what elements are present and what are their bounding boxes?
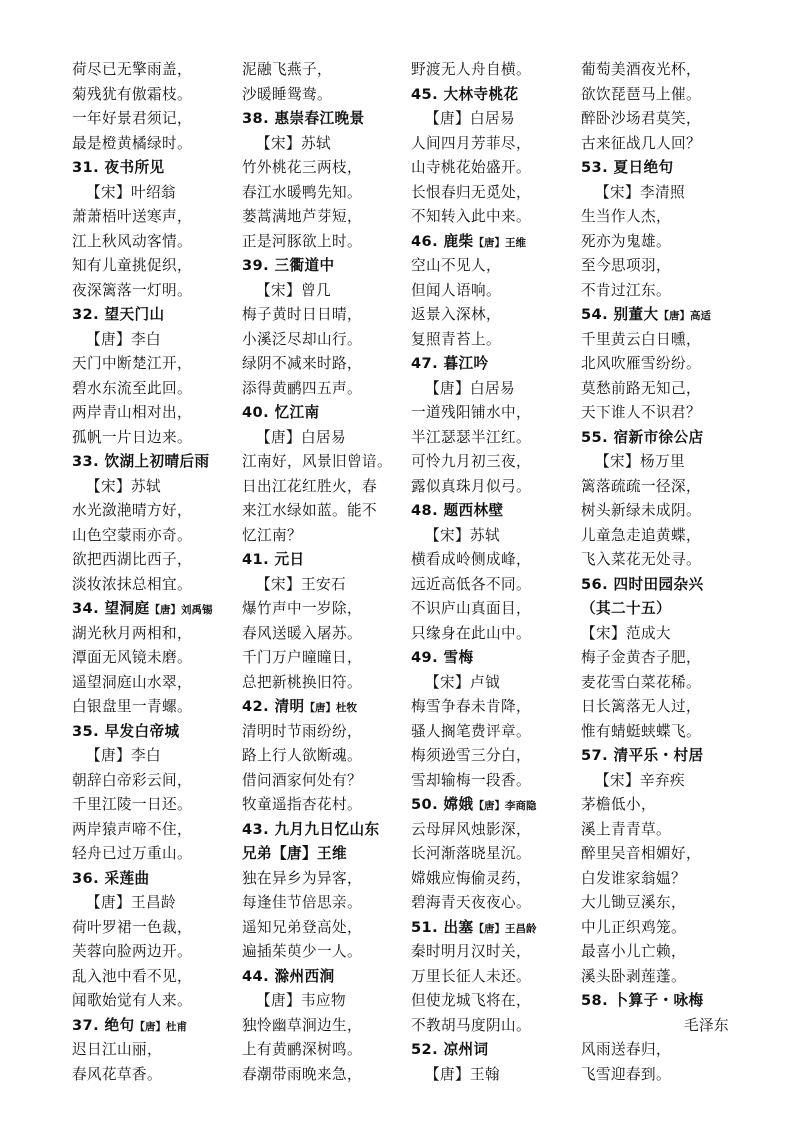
poem-title bbox=[581, 597, 731, 622]
poem-line: 爆竹声中一岁除， bbox=[242, 600, 362, 617]
poem-line: 醉卧沙场君莫笑， bbox=[581, 110, 701, 127]
poem-line: 葡萄美酒夜光杯， bbox=[581, 61, 701, 78]
poem-line: 欲把西湖比西子， bbox=[72, 551, 192, 568]
poem-author-inline: 【唐】杜牧 bbox=[304, 702, 358, 714]
poem-line: 只缘身在此山中。 bbox=[411, 624, 531, 642]
poem-line: 每逢佳节倍思亲。 bbox=[242, 894, 362, 911]
poem-line: 人间四月芳菲尽， bbox=[411, 134, 531, 152]
poem-author: 【唐】白居易 bbox=[425, 110, 515, 127]
poem-line: 淡妆浓抹总相宜。 bbox=[72, 575, 192, 593]
poem-title bbox=[411, 230, 569, 255]
poem-title bbox=[411, 1038, 569, 1063]
poem-title-text: 31. 夜书所见 bbox=[72, 159, 165, 176]
poem-line: 独在异乡为异客， bbox=[242, 869, 362, 887]
poem-title-text: 35. 早发白帝城 bbox=[72, 722, 180, 740]
poem-line: 遍插茱萸少一人。 bbox=[242, 943, 362, 960]
poem-author: 【宋】苏轼 bbox=[86, 477, 161, 495]
poem-line: 儿童急走追黄蝶， bbox=[581, 526, 701, 544]
poem-line: 横看成岭侧成峰， bbox=[411, 551, 531, 568]
poem-line: 不肯过江东。 bbox=[581, 281, 671, 299]
poem-title bbox=[242, 401, 398, 426]
poem-title-text: 48. 题西林壁 bbox=[411, 502, 504, 519]
poem-title bbox=[581, 426, 731, 451]
poem-line: 麦花雪白菜花稀。 bbox=[581, 673, 701, 691]
poem-title-text: 52. 凉州词 bbox=[411, 1041, 489, 1058]
poem-line: 日出江花红胜火，春 bbox=[242, 477, 377, 495]
poem-line: 湖光秋月两相和， bbox=[72, 624, 192, 642]
poem-line: 孤帆一片日边来。 bbox=[72, 428, 192, 446]
column-2 bbox=[242, 58, 398, 1087]
poem-title bbox=[72, 1014, 224, 1039]
poem-title-text: 53. 夏日绝句 bbox=[581, 159, 674, 176]
poem-line: 江上秋风动客情。 bbox=[72, 232, 192, 250]
poem-line: 一道残阳铺水中， bbox=[411, 404, 531, 421]
poem-line: 荷叶罗裙一色裁， bbox=[72, 918, 192, 936]
poem-title-text: 45. 大林寺桃花 bbox=[411, 85, 519, 103]
poem-title-text: 54. 别董大 bbox=[581, 306, 659, 323]
poem-line: 树头新绿未成阴。 bbox=[581, 502, 701, 519]
poem-title-text: 56. 四时田园杂兴 bbox=[581, 575, 704, 593]
poem-title-text: 50. 嫦娥 bbox=[411, 796, 474, 813]
poem-line: 梅须逊雪三分白， bbox=[411, 747, 531, 764]
poem-author: 【唐】李白 bbox=[86, 747, 161, 764]
poem-title bbox=[72, 867, 224, 892]
poem-line: 萧萧梧叶送寒声， bbox=[72, 208, 192, 225]
poem-line: 篱落疏疏一径深， bbox=[581, 477, 701, 495]
poem-line: 春潮带雨晚来急， bbox=[242, 1065, 362, 1083]
poem-line: 白发谁家翁媪？ bbox=[581, 869, 686, 887]
poem-line: 骚人搁笔费评章。 bbox=[411, 722, 531, 740]
poem-author: 【宋】辛弃疾 bbox=[595, 771, 685, 789]
poem-line: 两岸猿声啼不住， bbox=[72, 820, 192, 838]
poem-line: 蒌蒿满地芦芽短， bbox=[242, 208, 362, 225]
poem-title-text: 51. 出塞 bbox=[411, 918, 474, 936]
poem-title bbox=[242, 107, 398, 132]
poem-line: 不识庐山真面目， bbox=[411, 600, 531, 617]
poem-line: 两岸青山相对出， bbox=[72, 404, 192, 421]
poem-line: 惟有蜻蜓蛱蝶飞。 bbox=[581, 722, 701, 740]
poem-line: 可怜九月初三夜， bbox=[411, 453, 531, 470]
poem-author-inline: 【唐】李商隐 bbox=[473, 800, 537, 812]
poem-line: 飞入菜花无处寻。 bbox=[581, 551, 701, 568]
poem-title bbox=[242, 548, 398, 573]
poem-line: 不教胡马度阴山。 bbox=[411, 1016, 531, 1034]
poem-line: 中儿正织鸡笼。 bbox=[581, 918, 686, 936]
poem-title-text: 42. 清明 bbox=[242, 698, 305, 715]
poem-line: 云母屏风烛影深， bbox=[411, 820, 531, 838]
poem-line: 梅子黄时日日晴， bbox=[242, 306, 362, 323]
poem-title bbox=[242, 965, 398, 990]
poem-title bbox=[411, 83, 569, 108]
poem-title bbox=[242, 842, 398, 867]
poem-line: 万里长征人未还。 bbox=[411, 967, 531, 985]
poem-line: 雪却输梅一段香。 bbox=[411, 771, 531, 789]
column-1 bbox=[72, 58, 224, 1087]
poem-line: 春江水暖鸭先知。 bbox=[242, 183, 362, 201]
poem-line: 远近高低各不同。 bbox=[411, 575, 531, 593]
poem-line: 但闻人语响。 bbox=[411, 281, 501, 299]
poem-line: 嫦娥应悔偷灵药， bbox=[411, 869, 531, 887]
poem-title bbox=[411, 352, 569, 377]
poem-line: 忆江南？ bbox=[242, 526, 302, 544]
poem-line: 碧水东流至此回。 bbox=[72, 379, 192, 397]
poem-line: 千门万户曈曈日， bbox=[242, 649, 362, 666]
poem-line: 江南好，风景旧曾谙。 bbox=[242, 453, 392, 470]
poem-line: 菊残犹有傲霜枝。 bbox=[72, 85, 192, 103]
poem-line: 遥知兄弟登高处， bbox=[242, 918, 362, 936]
poem-title bbox=[72, 597, 224, 622]
poem-line: 【宋】范成大 bbox=[581, 624, 671, 642]
poem-author-inline: 【唐】高适 bbox=[658, 310, 712, 322]
poem-title bbox=[72, 720, 224, 745]
poem-title-text: 33. 饮湖上初晴后雨 bbox=[72, 453, 210, 470]
poem-line: 但使龙城飞将在， bbox=[411, 992, 531, 1009]
poem-title bbox=[581, 989, 731, 1014]
poem-line: 沙暖睡鸳鸯。 bbox=[242, 85, 332, 103]
poem-line: 风雨送春归， bbox=[581, 1041, 671, 1058]
poem-line: 牧童遥指杏花村。 bbox=[242, 796, 362, 813]
poem-title-text: 55. 宿新市徐公店 bbox=[581, 428, 704, 446]
poem-line: 千里黄云白日曛， bbox=[581, 330, 701, 348]
poem-line: 长恨春归无觅处， bbox=[411, 183, 531, 201]
poem-line: 不知转入此中来。 bbox=[411, 208, 531, 225]
poem-title bbox=[411, 499, 569, 524]
poem-title-text: 36. 采莲曲 bbox=[72, 869, 150, 887]
poem-title bbox=[581, 573, 731, 598]
poem-line: 遥望洞庭山水翠， bbox=[72, 673, 192, 691]
poem-title-text: 41. 元日 bbox=[242, 551, 305, 568]
poem-line: 路上行人欲断魂。 bbox=[242, 747, 362, 764]
poem-author-inline: 【唐】刘禹锡 bbox=[149, 604, 213, 616]
poem-line: 溪头卧剥莲蓬。 bbox=[581, 967, 686, 985]
poem-line: 千里江陵一日还。 bbox=[72, 796, 192, 813]
poem-title-text: 38. 惠崇春江晚景 bbox=[242, 110, 365, 127]
poem-author-inline: 【唐】王维 bbox=[473, 236, 527, 249]
poem-line: 天下谁人不识君？ bbox=[581, 404, 701, 421]
poem-line: 绿阴不减来时路， bbox=[242, 355, 362, 372]
poem-line: 至今思项羽， bbox=[581, 257, 671, 274]
poem-line: 朝辞白帝彩云间， bbox=[72, 771, 192, 789]
poem-line: 返景入深林， bbox=[411, 306, 501, 323]
poem-line: 正是河豚欲上时。 bbox=[242, 232, 362, 250]
poem-author: 【唐】李白 bbox=[86, 330, 161, 348]
poem-line: 知有儿童挑促织， bbox=[72, 257, 192, 274]
poem-title bbox=[72, 156, 224, 181]
poem-author: 【宋】曾几 bbox=[256, 281, 331, 299]
poem-author: 【宋】叶绍翁 bbox=[86, 183, 176, 201]
poem-author-inline: 【唐】杜甫 bbox=[134, 1020, 188, 1033]
poem-line: 古来征战几人回？ bbox=[581, 134, 701, 152]
poem-line: 半江瑟瑟半江红。 bbox=[411, 428, 531, 446]
poem-line: 梅雪争春未肯降， bbox=[411, 698, 531, 715]
poem-author: 【唐】白居易 bbox=[425, 379, 515, 397]
column-3 bbox=[411, 58, 569, 1087]
poem-title-text: 44. 滁州西涧 bbox=[242, 967, 335, 985]
poem-line: 欲饮琵琶马上催。 bbox=[581, 85, 701, 103]
poem-line: 生当作人杰， bbox=[581, 208, 671, 225]
poem-line: 莫愁前路无知己， bbox=[581, 379, 701, 397]
poem-title bbox=[411, 646, 569, 671]
poem-line: 溪上青青草。 bbox=[581, 820, 671, 838]
poem-line: 山色空蒙雨亦奇。 bbox=[72, 526, 192, 544]
poem-line: 碧海青天夜夜心。 bbox=[411, 894, 531, 911]
poem-line: 借问酒家何处有？ bbox=[242, 771, 362, 789]
poem-line: 春风花草香。 bbox=[72, 1065, 162, 1083]
poem-title-text: 58. 卜算子・咏梅 bbox=[581, 992, 704, 1009]
poem-line: 日长篱落无人过， bbox=[581, 698, 701, 715]
poem-line: 独怜幽草涧边生， bbox=[242, 1016, 362, 1034]
poem-line: 春风送暖入屠苏。 bbox=[242, 624, 362, 642]
poem-title bbox=[72, 450, 224, 475]
poem-line: 长河渐落晓星沉。 bbox=[411, 845, 531, 862]
poem-line: 最喜小儿亡赖， bbox=[581, 943, 686, 960]
poem-line: 竹外桃花三两枝， bbox=[242, 159, 362, 176]
poem-line: 死亦为鬼雄。 bbox=[581, 232, 671, 250]
poem-title-text: 40. 忆江南 bbox=[242, 404, 320, 421]
poem-line: 小溪泛尽却山行。 bbox=[242, 330, 362, 348]
poem-author: 【唐】王翰 bbox=[425, 1065, 500, 1083]
poem-author: 【唐】韦应物 bbox=[256, 992, 346, 1009]
poem-line: 上有黄鹂深树鸣。 bbox=[242, 1041, 362, 1058]
poem-author: 【宋】苏轼 bbox=[425, 526, 500, 544]
poem-title bbox=[72, 303, 224, 328]
poem-line: 芙蓉向脸两边开。 bbox=[72, 943, 192, 960]
poem-author: 【宋】杨万里 bbox=[595, 453, 685, 470]
poem-author: 毛泽东 bbox=[684, 1016, 729, 1034]
poem-line: 茅檐低小， bbox=[581, 796, 656, 813]
poem-line: 山寺桃花始盛开。 bbox=[411, 159, 531, 176]
poem-line: 北风吹雁雪纷纷。 bbox=[581, 355, 701, 372]
poem-line: 泥融飞燕子， bbox=[242, 61, 332, 78]
poem-line: 白银盘里一青螺。 bbox=[72, 698, 192, 715]
poem-author-inline: 【唐】王昌龄 bbox=[473, 922, 537, 935]
poem-line: 闻歌始觉有人来。 bbox=[72, 992, 192, 1009]
poem-author: 【宋】李清照 bbox=[595, 183, 685, 201]
poem-title bbox=[411, 793, 569, 818]
poem-line: 空山不见人， bbox=[411, 257, 501, 274]
poem-line: 野渡无人舟自横。 bbox=[411, 61, 531, 78]
poem-author: 【唐】王昌龄 bbox=[86, 894, 176, 911]
poem-title-text: 47. 暮江吟 bbox=[411, 355, 489, 372]
poem-title-text: （其二十五） bbox=[581, 600, 671, 617]
poem-title-text: 34. 望洞庭 bbox=[72, 600, 150, 617]
poem-title-text: 49. 雪梅 bbox=[411, 649, 474, 666]
poem-line: 最是橙黄橘绿时。 bbox=[72, 134, 192, 152]
poem-author: 【唐】白居易 bbox=[256, 428, 346, 446]
poem-line: 荷尽已无擎雨盖， bbox=[72, 61, 192, 78]
poem-title-text: 46. 鹿柴 bbox=[411, 232, 474, 250]
poem-line: 飞雪迎春到。 bbox=[581, 1065, 671, 1083]
poem-line: 复照青苔上。 bbox=[411, 330, 501, 348]
poem-title bbox=[581, 156, 731, 181]
poem-line: 乱入池中看不见， bbox=[72, 967, 192, 985]
poem-title-text: 37. 绝句 bbox=[72, 1016, 135, 1034]
poem-line: 天门中断楚江开， bbox=[72, 355, 192, 372]
poem-title bbox=[242, 818, 398, 843]
poem-title-text: 57. 清平乐・村居 bbox=[581, 747, 704, 764]
poem-line: 梅子金黄杏子肥， bbox=[581, 649, 701, 666]
poem-line: 秦时明月汉时关， bbox=[411, 943, 531, 960]
poem-title-text: 兄弟【唐】王维 bbox=[242, 845, 347, 862]
column-4 bbox=[581, 58, 731, 1087]
poem-line: 清明时节雨纷纷， bbox=[242, 722, 362, 740]
poem-title bbox=[581, 744, 731, 769]
poem-title-text: 32. 望天门山 bbox=[72, 306, 165, 323]
poem-line: 添得黄鹂四五声。 bbox=[242, 379, 362, 397]
poem-line: 总把新桃换旧符。 bbox=[242, 673, 362, 691]
poem-title bbox=[242, 254, 398, 279]
poem-title-text: 39. 三衢道中 bbox=[242, 257, 335, 274]
poem-author: 【宋】王安石 bbox=[256, 575, 346, 593]
poem-title bbox=[581, 303, 731, 328]
poem-line: 醉里吴音相媚好， bbox=[581, 845, 701, 862]
poem-title-text: 43. 九月九日忆山东 bbox=[242, 820, 380, 838]
poem-author: 【宋】苏轼 bbox=[256, 134, 331, 152]
poem-title bbox=[242, 695, 398, 720]
poem-line: 轻舟已过万重山。 bbox=[72, 845, 192, 862]
poem-title bbox=[411, 916, 569, 941]
poem-line: 水光潋滟晴方好， bbox=[72, 502, 192, 519]
poem-author: 【宋】卢钺 bbox=[425, 673, 500, 691]
poem-line: 来江水绿如蓝。能不 bbox=[242, 502, 377, 519]
poem-line: 潭面无风镜未磨。 bbox=[72, 649, 192, 666]
poem-line: 夜深篱落一灯明。 bbox=[72, 281, 192, 299]
poem-line: 迟日江山丽， bbox=[72, 1041, 162, 1058]
poem-line: 大儿锄豆溪东， bbox=[581, 894, 686, 911]
poem-line: 一年好景君须记， bbox=[72, 110, 192, 127]
poem-line: 露似真珠月似弓。 bbox=[411, 477, 531, 495]
